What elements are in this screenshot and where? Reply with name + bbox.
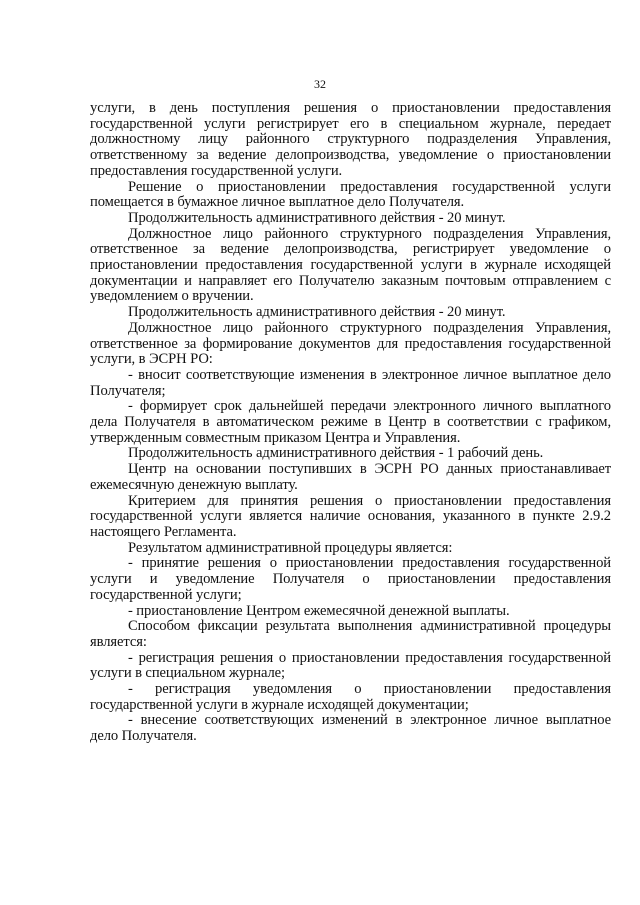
document-body xyxy=(90,101,611,745)
list-item-result-decision: - принятие решения о приостановлении предоставления государственной услуги и уведомление Получателя о приостановлении предоставления государственной услуги; xyxy=(90,555,611,603)
list-item-fixation-changes: - внесение соответствующих изменений в электронное личное выплатное дело Получателя. xyxy=(90,712,611,745)
list-item-changes: - вносит соответствующие изменения в электронное личное выплатное дело Получателя; xyxy=(90,366,611,399)
paragraph-duration: Продолжительность административного действия - 20 минут. xyxy=(128,209,506,226)
paragraph-fixation-heading: Способом фиксации результата выполнения административной процедуры является: xyxy=(90,618,611,650)
list-item-fixation-notification: - регистрация уведомления о приостановлении предоставления государственной услуги в журнале исходящей документации; xyxy=(90,681,611,713)
list-item-fixation-registration: - регистрация решения о приостановлении предоставления государственной услуги в специальном журнале; xyxy=(90,649,611,682)
page-number: 32 xyxy=(314,77,326,91)
paragraph-continuation: услуги, в день поступления решения о приостановлении предоставления государственной услуги регистрирует его в специальном журнале, передает должностному лицу районного структурного подразделения Управления, ответственному за ведение делопроизводства, уведомление о приостановлении предоставления государственной услуги. xyxy=(90,100,611,179)
paragraph-notification-registration: Должностное лицо районного структурного подразделения Управления, ответственное за ведение делопроизводства, регистрирует уведомление о приостановлении предоставления государственной услуги в журнале исходящей документации и направляет его Получателю заказным почтовым отправлением с уведомлением о вручении. xyxy=(90,225,611,305)
list-item-transfer-schedule: - формирует срок дальнейшей передачи электронного личного выплатного дела Получателя в автоматическом режиме в Центр в соответствии с графиком, утвержденным совместным приказом Центра и Управления. xyxy=(90,398,611,446)
paragraph-criterion: Критерием для принятия решения о приостановлении предоставления государственной услуги является наличие основания, указанного в пункте 2.9.2 настоящего Регламента. xyxy=(90,492,611,540)
paragraph-official-esrn: Должностное лицо районного структурного подразделения Управления, ответственное за формирование документов для предоставления государственной услуги, в ЭСРН РО: xyxy=(90,319,611,368)
paragraph-duration: Продолжительность административного действия - 20 минут. xyxy=(128,304,506,321)
list-item-result-suspension: - приостановление Центром ежемесячной денежной выплаты. xyxy=(128,602,510,619)
paragraph-duration: Продолжительность административного действия - 1 рабочий день. xyxy=(128,445,544,462)
paragraph-center-suspends: Центр на основании поступивших в ЭСРН РО данных приостанавливает ежемесячную денежную выплату. xyxy=(90,461,611,493)
paragraph-suspension-decision: Решение о приостановлении предоставления государственной услуги помещается в бумажное личное выплатное дело Получателя. xyxy=(90,178,611,211)
paragraph-result-heading: Результатом административной процедуры является: xyxy=(128,539,453,556)
